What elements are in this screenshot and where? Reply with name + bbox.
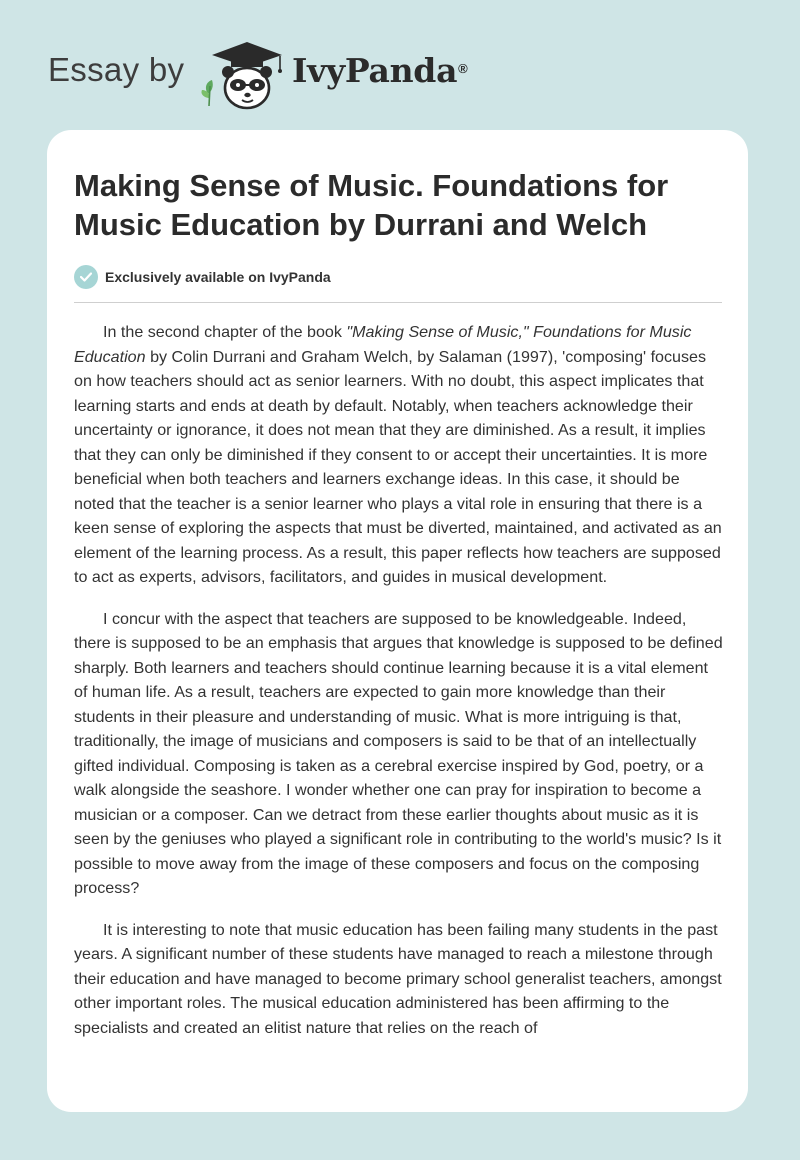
site-header: [0, 0, 800, 130]
exclusive-badge: [74, 265, 331, 289]
badge-text: Exclusively available on IvyPanda: [105, 269, 331, 285]
check-circle-icon: [74, 265, 98, 289]
essay-card: [47, 130, 748, 1112]
registered-mark: ®: [458, 61, 468, 76]
brand-name: IvyPanda®: [292, 51, 468, 90]
essay-body: [74, 320, 724, 1072]
paragraph-3: It is interesting to note that music education has been failing many students in the past years. A significant number of these students have managed to reach a milestone through their education and have managed to become primary school generalist teachers, amongst other important roles. The musical education administered has been affirming to the specialists and created an elitist nature that relies on the reach of: [74, 920, 722, 1037]
paragraph-2: I concur with the aspect that teachers are supposed to be knowledgeable. Indeed, there is supposed to be an emphasis that argues that knowledge is supposed to be defined sharply. Both learners and teachers should continue learning because it is a vital element of human life. As a result, teachers are expected to gain more knowledge than their students in their pleasure and understanding of music. What is more intriguing is that, traditionally, the image of musicians and composers is said to be that of an intellectually gifted individual. Composing is taken as a cerebral exercise inspired by God, poetry, or a walk alongside the seashore. I wonder whether one can pray for inspiration to become a musician or a composer. Can we detract from these earlier thoughts about music as it is seen by the geniuses who played a significant role in contributing to the world's music? Is it possible to move away from the image of these composers and focus on the composing process?: [74, 609, 723, 897]
essay-title: Making Sense of Music. Foundations for Music Education by Durrani and Welch: [74, 168, 669, 242]
book-title: "Making Sense of Music," Foundations for Music Education: [74, 323, 692, 366]
paragraph-1: In the second chapter of the book "Making Sense of Music," Foundations for Music Education by Colin Durrani and Graham Welch, by Salaman (1997), 'composing' focuses on how teachers should act as senior learners. With no doubt, this aspect implicates that learning starts and ends at death by default. Notably, when teachers acknowledge their uncertainty or ignorance, it does not mean that they are diminished. As a result, it implies that they can only be diminished if they consent to or accept their uncertainties. It is more beneficial when both teachers and learners exchange ideas. In this case, it should be noted that the teacher is a senior learner who plays a vital role in ensuring that there is a keen sense of exploring the aspects that must be diverted, maintained, and activated as an element of the learning process. As a result, this paper reflects how teachers are supposed to act as experts, advisors, facilitators, and guides in musical development.: [74, 323, 722, 586]
divider: [74, 302, 722, 303]
essay-by-label: Essay by: [48, 51, 185, 88]
panda-graduate-icon: [200, 36, 290, 110]
